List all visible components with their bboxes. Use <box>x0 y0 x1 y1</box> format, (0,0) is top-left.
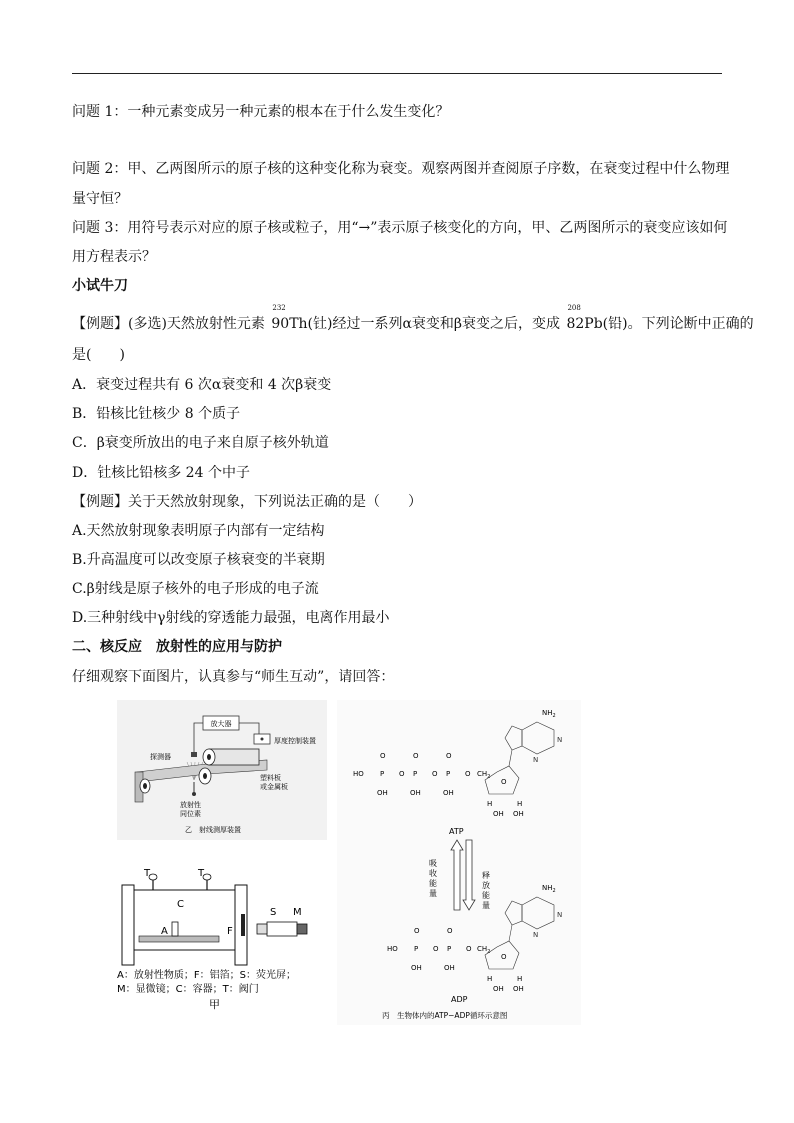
atp-h-2: H <box>517 800 523 808</box>
atp-p-2: P <box>413 770 418 778</box>
thorium-mass-number: 232 <box>272 304 286 312</box>
valve-right <box>203 874 211 890</box>
example-2-stem <box>72 493 422 511</box>
release-char-2: 放 <box>482 881 490 890</box>
material-label: A <box>161 926 168 937</box>
header-rule <box>72 73 722 74</box>
adp-top-o-1: O <box>414 927 420 935</box>
adp-p-2: P <box>447 945 452 953</box>
valve-left <box>149 874 157 890</box>
adp-n-2: N <box>533 931 539 939</box>
adp-h-2: H <box>517 975 523 983</box>
figure-bing <box>337 700 581 1025</box>
example-1-text-b: 经过一系列α衰变和β衰变之后，变成 <box>332 316 565 332</box>
bottom-roller-1 <box>199 768 211 784</box>
radioactive-source <box>192 792 196 796</box>
atp-label: ATP <box>449 827 464 836</box>
source-label-2: 同位素 <box>180 810 201 818</box>
absorb-energy-text <box>429 859 437 898</box>
example-1-tag: 【例题】 <box>72 316 128 332</box>
example-2-option-c: C.β射线是原子核外的电子形成的电子流 <box>72 581 319 597</box>
absorb-char-2: 收 <box>429 869 437 878</box>
example-2-option-b: B.升高温度可以改变原子核衰变的半衰期 <box>72 552 325 568</box>
adp-n-1: N <box>557 911 563 919</box>
valve-left-label: T <box>144 868 151 879</box>
sheet-label-1: 塑料板 <box>260 774 281 782</box>
atp-ho: HO <box>353 770 364 778</box>
figure-jia <box>117 868 307 1011</box>
thickness-control-label: 厚度控制装置 <box>274 737 316 745</box>
example-1-stem <box>72 304 754 333</box>
figure-intro: 仔细观察下面图片，认真参与“师生互动”，请回答： <box>72 669 395 685</box>
top-roller <box>203 749 259 765</box>
atp-oh-1: OH <box>377 789 388 797</box>
absorb-char-1: 吸 <box>429 859 437 868</box>
release-char-4: 量 <box>482 901 490 910</box>
source-label-1: 放射性 <box>180 801 201 809</box>
atp-p-3: P <box>446 770 451 778</box>
figure-composite <box>117 700 581 1025</box>
example-1-text-a: (多选)天然放射性元素 <box>128 316 270 332</box>
question-2-line-1: 问题 2：甲、乙两图所示的原子核的这种变化称为衰变。观察两图并查阅原子序数，在衰变过程中什么物理 <box>72 161 730 177</box>
lead-symbol: 82Pb(铅) <box>566 316 628 332</box>
thickness-control-knob <box>261 738 264 741</box>
detector-head <box>191 752 197 757</box>
atp-bridge-o-3: O <box>465 770 471 778</box>
amplifier-label: 放大器 <box>210 720 232 728</box>
example-1-option-a: A．衰变过程共有 6 次α衰变和 4 次β衰变 <box>72 377 332 393</box>
base-plate <box>139 936 219 942</box>
adp-ribose-o: O <box>501 953 507 961</box>
example-2-option-a: A.天然放射现象表明原子内部有一定结构 <box>72 523 325 539</box>
adp-nh2: $NH_2$ <box>542 884 556 894</box>
adp-ribose-oh-2: OH <box>513 985 524 993</box>
atp-n-1: N <box>557 736 563 744</box>
atp-p-1: P <box>380 770 385 778</box>
adp-ribose-oh-1: OH <box>493 985 504 993</box>
atp-top-o-1: O <box>380 752 386 760</box>
microscope-body <box>267 922 297 936</box>
example-1-option-b: B．铅核比钍核少 8 个质子 <box>72 406 241 422</box>
adp-ch2: $CH_2$ <box>477 945 491 955</box>
question-3-line-1: 问题 3：用符号表示对应的原子核或粒子，用“→”表示原子核变化的方向，甲、乙两图所示的衰变应该如何 <box>72 220 728 236</box>
section-try-heading: 小试牛刀 <box>72 278 128 294</box>
atp-nh2: $NH_2$ <box>542 709 556 719</box>
atp-oh-2: OH <box>410 789 421 797</box>
example-2-tag: 【例题】 <box>72 494 128 510</box>
radioactive-material-holder <box>172 922 178 936</box>
lead-isotope <box>566 304 628 333</box>
figure-yi-caption: 乙 射线测厚装置 <box>185 826 241 834</box>
microscope-eyepiece <box>297 924 307 934</box>
absorb-char-4: 量 <box>429 889 437 898</box>
adp-h-1: H <box>487 975 493 983</box>
adp-label: ADP <box>451 995 468 1004</box>
release-char-3: 能 <box>482 891 490 900</box>
screen-label: S <box>270 907 277 918</box>
atp-ch2: $CH_2$ <box>477 770 491 780</box>
lead-mass-number: 208 <box>567 304 581 312</box>
aluminum-foil <box>241 914 245 936</box>
release-energy-text <box>482 871 490 910</box>
container-label: C <box>177 899 184 910</box>
adp-oh-2: OH <box>444 964 455 972</box>
example-2-text: 关于天然放射现象，下列说法正确的是（ ） <box>128 494 422 510</box>
microscope-label: M <box>293 907 302 918</box>
example-2-option-d: D.三种射线中γ射线的穿透能力最强，电离作用最小 <box>72 610 390 626</box>
figure-jia-legend-2: M：显微镜；C：容器；T：阀门 <box>117 984 259 995</box>
adp-p-1: P <box>414 945 419 953</box>
sheet-label-2: 或金属板 <box>260 783 288 791</box>
example-1-stem-line-2: 是( ) <box>72 347 125 363</box>
adp-bridge-o-2: O <box>466 945 472 953</box>
thorium-symbol: 90Th(钍) <box>271 316 333 332</box>
question-3-line-2: 用方程表示？ <box>72 249 156 265</box>
absorb-char-3: 能 <box>429 879 437 888</box>
atp-bridge-o-2: O <box>432 770 438 778</box>
adp-oh-1: OH <box>411 964 422 972</box>
atp-ribose-o: O <box>501 778 507 786</box>
example-1-text-c: 。下列论断中正确的 <box>627 316 754 332</box>
adp-bridge-o-1: O <box>433 945 439 953</box>
question-1: 问题 1：一种元素变成另一种元素的根本在于什么发生变化？ <box>72 104 450 120</box>
section-2-heading: 二、核反应 放射性的应用与防护 <box>72 639 282 655</box>
example-1-option-d: D．钍核比铅核多 24 个中子 <box>72 465 250 481</box>
thorium-isotope <box>271 304 333 333</box>
adp-top-o-2: O <box>447 927 453 935</box>
release-char-1: 释 <box>482 871 490 880</box>
atp-oh-3: OH <box>443 789 454 797</box>
figure-yi <box>117 700 327 840</box>
atp-n-2: N <box>533 756 539 764</box>
container-left-wall <box>122 885 134 965</box>
atp-top-o-2: O <box>413 752 419 760</box>
figure-jia-caption: 甲 <box>209 998 220 1011</box>
adp-ho: HO <box>387 945 398 953</box>
valve-right-label: T <box>198 868 205 879</box>
question-2-line-2: 量守恒？ <box>72 191 128 207</box>
bottom-roller-2 <box>140 779 150 793</box>
atp-ribose-oh-1: OH <box>493 810 504 818</box>
example-1-option-c: C．β衰变所放出的电子来自原子核外轨道 <box>72 435 329 451</box>
atp-top-o-3: O <box>446 752 452 760</box>
atp-ribose-oh-2: OH <box>513 810 524 818</box>
atp-h-1: H <box>487 800 493 808</box>
figure-bing-caption: 丙 生物体内的ATP−ADP循环示意图 <box>382 1011 508 1020</box>
detector-label: 探测器 <box>150 753 171 761</box>
fluorescent-screen <box>257 924 267 934</box>
atp-bridge-o-1: O <box>399 770 405 778</box>
foil-label: F <box>227 926 233 937</box>
figure-jia-legend-1: A：放射性物质；F：铝箔；S：荧光屏； <box>117 970 296 981</box>
